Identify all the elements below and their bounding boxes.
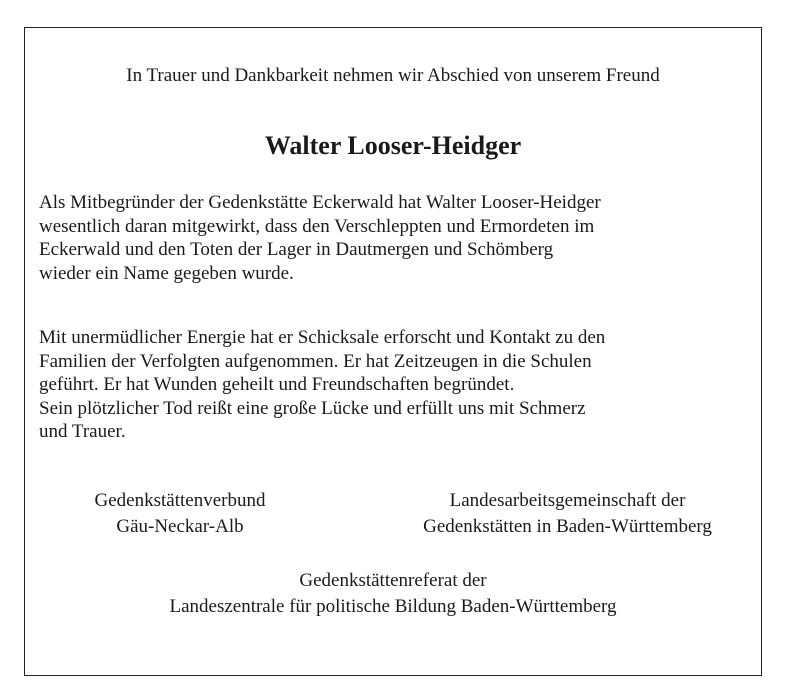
signatory-landesarbeitsgemeinschaft (380, 488, 755, 540)
paragraph-line: geführt. Er hat Wunden geheilt und Freundschaften begründet. (39, 374, 515, 395)
signatory-line: Landesarbeitsgemeinschaft der (449, 490, 686, 511)
paragraph-line: wesentlich daran mitgewirkt, dass den Verschleppten und Ermordeten im (39, 215, 595, 237)
paragraph-line: Sein plötzlicher Tod reißt eine große Lücke und erfüllt uns mit Schmerz (39, 397, 586, 419)
signatory-landeszentrale (25, 568, 761, 620)
signatory-line: Gedenkstätten in Baden-Württemberg (423, 516, 712, 537)
paragraph-line: Familien der Verfolgten aufgenommen. Er hat Zeitzeugen in die Schulen (39, 350, 592, 372)
signatory-line: Gedenkstättenreferat der (299, 570, 487, 591)
deceased-name: Walter Looser-Heidger (264, 131, 522, 160)
intro-line: In Trauer und Dankbarkeit nehmen wir Abschied von unserem Freund (126, 65, 660, 86)
paragraph-line: Mit unermüdlicher Energie hat er Schicksale erforscht und Kontakt zu den (39, 327, 606, 348)
paragraph-tribute (39, 191, 754, 285)
paragraph-line: wieder ein Name gegeben wurde. (39, 262, 294, 284)
signatory-line: Gäu-Neckar-Alb (116, 516, 244, 537)
paragraph-line: und Trauer. (39, 421, 126, 442)
signatory-line: Gedenkstättenverbund (94, 490, 266, 511)
paragraph-line: Eckerwald und den Toten der Lager in Dautmergen und Schömberg (39, 239, 554, 260)
signatory-line: Landeszentrale für politische Bildung Baden-Württemberg (169, 596, 617, 617)
obituary-notice-frame (24, 27, 762, 676)
signatory-gedenkstaettenverbund (45, 488, 315, 540)
paragraph-line: Als Mitbegründer der Gedenkstätte Eckerwald hat Walter Looser-Heidger (39, 192, 601, 213)
paragraph-legacy (39, 326, 754, 444)
